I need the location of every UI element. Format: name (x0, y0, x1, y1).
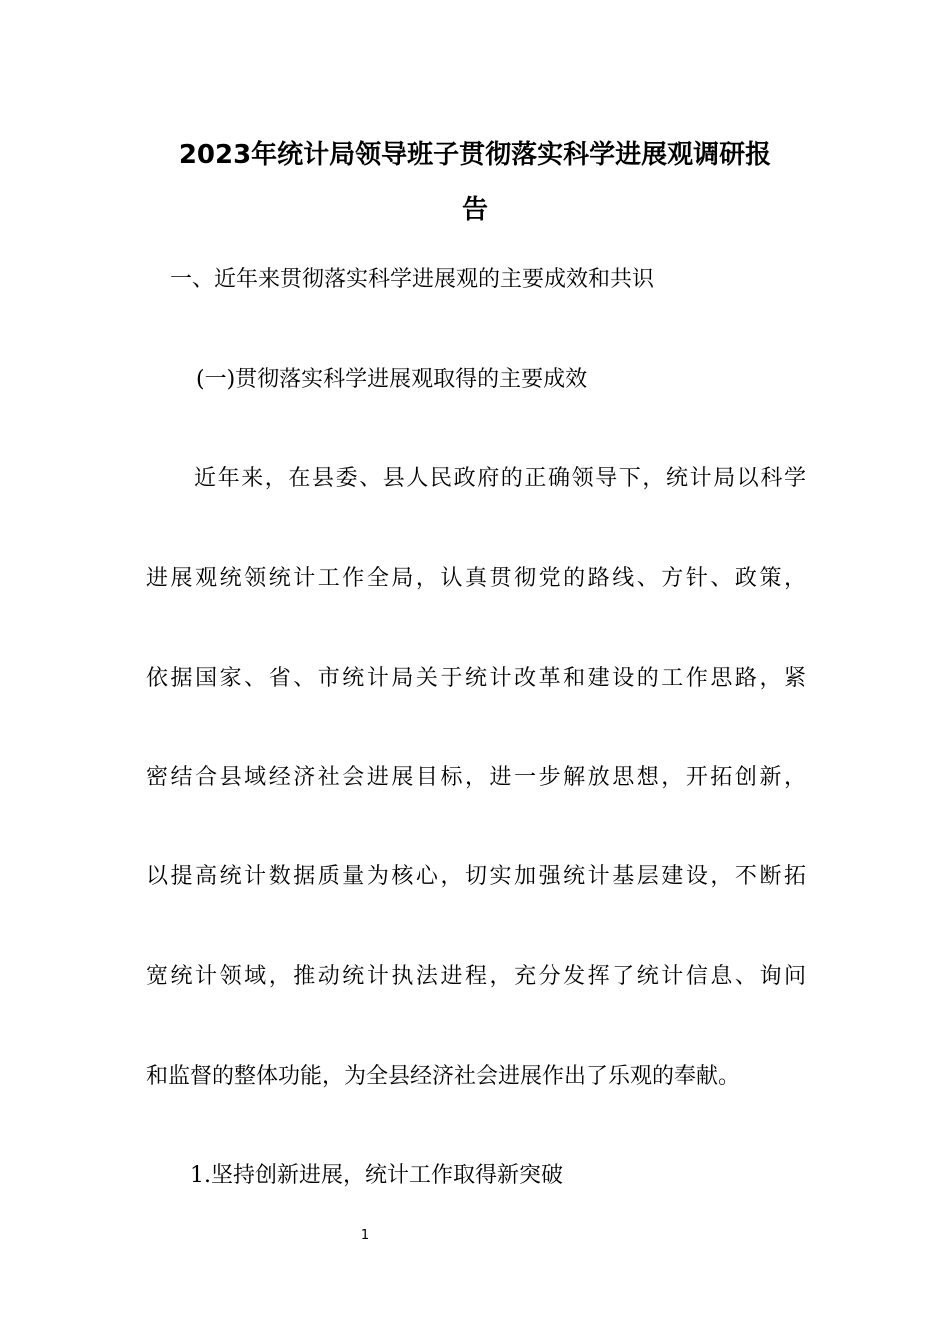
paragraph-line-6: 宽统计领域，推动统计执法进程，充分发挥了统计信息、询问 (146, 964, 806, 989)
paragraph-line-3: 依据国家、省、市统计局关于统计改革和建设的工作思路，紧 (146, 666, 806, 691)
document-title-line-2: 告 (461, 195, 488, 225)
paragraph-line-2: 进展观统领统计工作全局，认真贯彻党的路线、方针、政策， (146, 566, 806, 591)
page-number: 1 (360, 1228, 370, 1243)
document-title-line-1: 2023年统计局领导班子贯彻落实科学进展观调研报 (178, 140, 772, 170)
paragraph-line-7: 和监督的整体功能，为全县经济社会进展作出了乐观的奉献。 (146, 1064, 741, 1089)
section-heading: 一、近年来贯彻落实科学进展观的主要成效和共识 (170, 267, 655, 292)
paragraph-line-4: 密结合县域经济社会进展目标，进一步解放思想，开拓创新， (146, 765, 806, 790)
numbered-item: 1.坚持创新进展，统计工作取得新突破 (190, 1163, 563, 1188)
paragraph-line-1: 近年来，在县委、县人民政府的正确领导下，统计局以科学 (194, 466, 806, 491)
paragraph-line-5: 以提高统计数据质量为核心，切实加强统计基层建设，不断拓 (146, 864, 806, 889)
subsection-heading: (一)贯彻落实科学进展观取得的主要成效 (196, 367, 588, 392)
